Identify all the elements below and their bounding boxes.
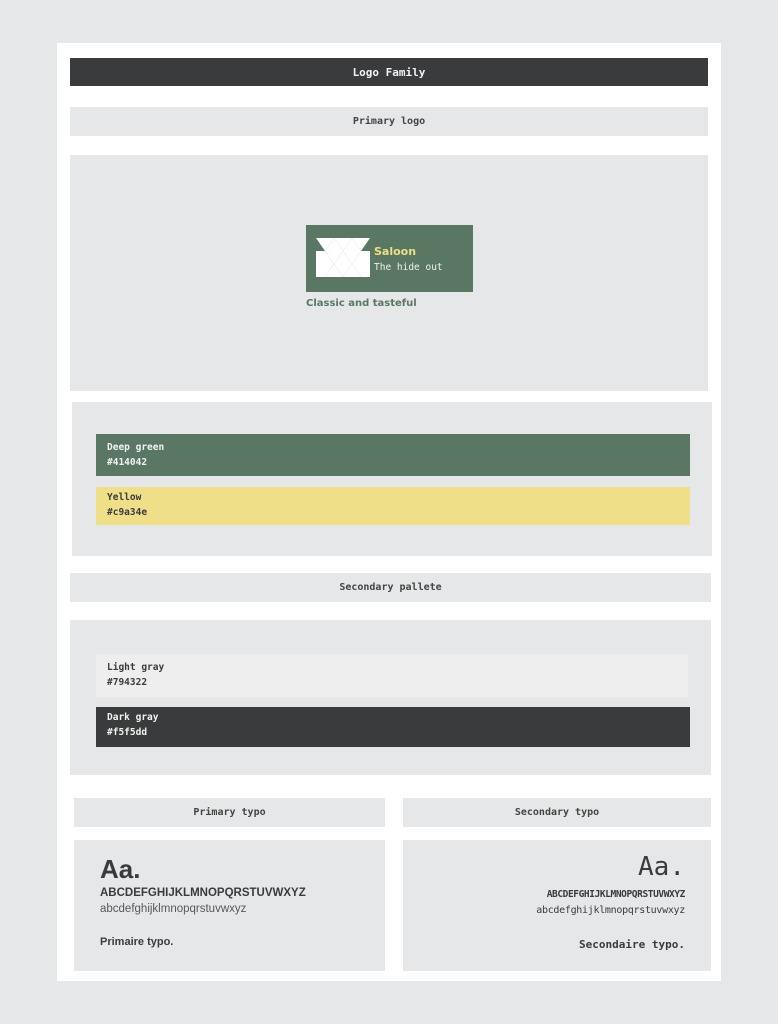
swatch-name: Light gray xyxy=(107,662,165,673)
primary-logo-label: Primary logo xyxy=(70,107,708,136)
logo-caption: Classic and tasteful xyxy=(306,298,417,309)
secondary-palette-label: Secondary pallete xyxy=(70,573,711,602)
secondary-typo-lowercase: abcdefghijklmnopqrstuvwxyz xyxy=(536,905,685,916)
secondary-typo-uppercase: ABCDEFGHIJKLMNOPQRSTUVWXYZ xyxy=(546,889,685,900)
primary-typo-sample: Aa. xyxy=(100,854,141,884)
swatch-code: #f5f5dd xyxy=(107,727,148,738)
swatch-code: #c9a34e xyxy=(107,507,148,518)
secondary-typo-name: Secondaire typo. xyxy=(579,938,685,951)
logo-name: Saloon xyxy=(374,245,417,258)
secondary-typo-panel xyxy=(403,840,711,971)
secondary-palette-panel xyxy=(70,620,711,775)
swatch-dark-gray xyxy=(96,707,690,747)
primary-typo-label: Primary typo xyxy=(74,798,385,827)
swatch-name: Yellow xyxy=(107,492,142,503)
swatch-name: Deep green xyxy=(107,442,165,453)
primary-logo-panel xyxy=(70,155,708,391)
swatch-deep-green xyxy=(96,434,690,476)
swatch-code: #414042 xyxy=(107,457,148,468)
diamond-crown-icon xyxy=(316,238,370,277)
brand-sheet xyxy=(57,43,721,981)
primary-palette-panel xyxy=(72,402,712,556)
primary-typo-name: Primaire typo. xyxy=(100,936,174,948)
swatch-name: Dark gray xyxy=(107,712,159,723)
swatch-yellow xyxy=(96,487,690,525)
secondary-typo-sample: Aa. xyxy=(638,852,685,882)
swatch-light-gray xyxy=(96,654,688,697)
logo xyxy=(306,225,473,292)
primary-typo-panel xyxy=(74,840,385,971)
logo-tagline: The hide out xyxy=(374,262,443,273)
page-title: Logo Family xyxy=(70,58,708,86)
secondary-typo-label: Secondary typo xyxy=(403,798,711,827)
swatch-code: #794322 xyxy=(107,677,148,688)
primary-typo-lowercase: abcdefghijklmnopqrstuvwxyz xyxy=(100,903,247,915)
primary-typo-uppercase: ABCDEFGHIJKLMNOPQRSTUVWXYZ xyxy=(100,887,306,899)
